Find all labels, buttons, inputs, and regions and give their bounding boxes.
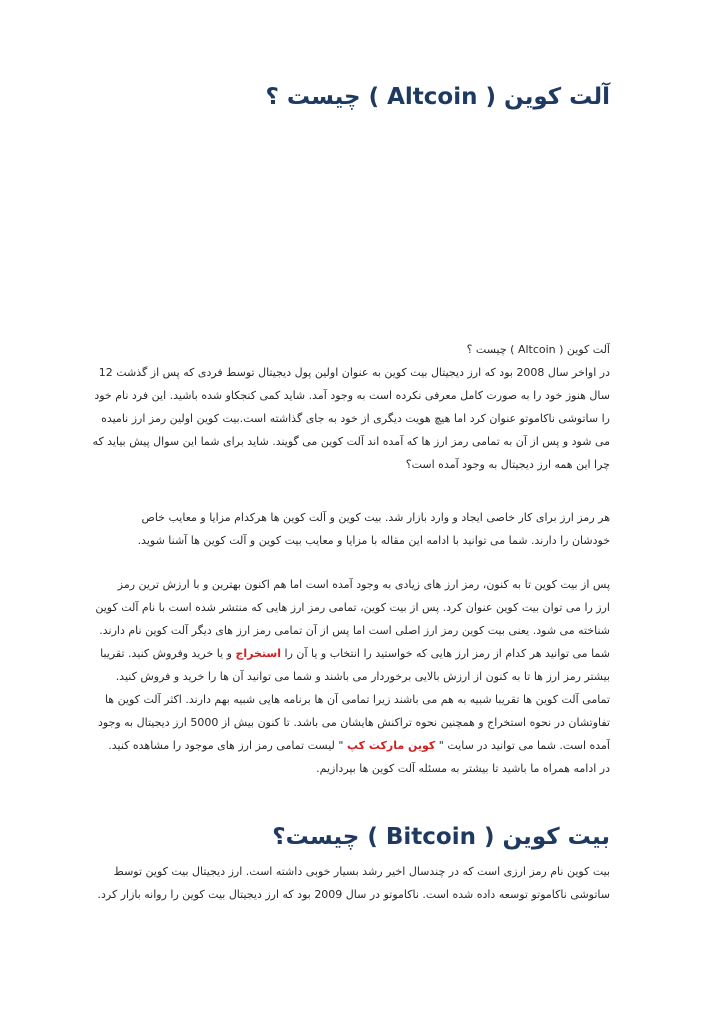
paragraph-line: پس از بیت کوین تا به کنون، رمز ارز های زیادی به وجود آمده است اما هم اکنون بهترین و با ارزش ترین رمز [117,578,610,591]
paragraph-text: شما می توانید هر کدام از رمز ارز هایی که خواستید را انتخاب و یا آن را [281,647,610,660]
paragraph-line: در ادامه همراه ما باشید تا بیشتر به مسئله آلت کوین ها بپردازیم. [316,762,610,775]
altcoin-purpose-paragraph [90,506,610,552]
paragraph-line: را ساتوشی ناکاموتو عنوان کرد اما هیچ هویت دیگری از خود به جای گذاشته است.بیت کوین اولین رمز ارز نامیده [101,412,610,425]
paragraph-line [90,734,610,757]
coinmarketcap-link[interactable]: کوین مارکت کپ [346,739,436,752]
paragraph-text: و یا خرید وفروش کنید. تقریبا [100,647,236,660]
paragraph-line: سال هنوز خود را به صورت کامل معرفی نکرده است به وجود آمد. شاید کمی کنجکاو شده باشید. این فرد نام خود [94,389,610,402]
paragraph-line: تمامی آلت کوین ها تقریبا شبیه به هم می باشند زیرا تمامی آن ها برنامه هایی شبیه بهم دارند. اکثر آلت کوین ها [104,693,610,706]
paragraph-text: آمده است. شما می توانید در سایت " [435,739,610,752]
paragraph-line: بیشتر رمز ارز ها تا به کنون از ارزش بالایی برخوردار می باشند و شما می توانید آن ها را خرید و فروش کنید. [115,670,610,683]
paragraph-line: تفاوتشان در نحوه استخراج و همچنین نحوه تراکنش هایشان می باشد. تا کنون بیش از 5000 ارز دیجیتال به وجود [97,716,610,729]
altcoin-intro-paragraph [90,338,610,476]
paragraph-text: " لیست تمامی رمز ارز های موجود را مشاهده کنید. [108,739,347,752]
mining-link[interactable]: استخراج [235,647,282,660]
paragraph-line: شناخته می شود. یعنی بیت کوین رمز ارز اصلی است اما پس از آن تمامی رمز ارز های دیگر آلت کوین نام دارند. [99,624,610,637]
paragraph-line: ساتوشی ناکاموتو توسعه داده شده است. ناکاموتو در سال 2009 بود که ارز دیجیتال بیت کوین را روانه بازار کرد. [97,888,610,901]
paragraph-line: هر رمز ارز برای کار خاصی ایجاد و وارد بازار شد. بیت کوین و آلت کوین ها هرکدام مزایا و معایب خاص [141,511,610,524]
paragraph-line [90,642,610,665]
bitcoin-intro-paragraph [90,860,610,906]
altcoin-details-paragraph [90,573,610,780]
bitcoin-heading: بیت کوین ( Bitcoin ) چیست؟ [272,824,610,850]
paragraph-line: چرا این همه ارز دیجیتال به وجود آمده است؟ [405,458,610,471]
paragraph-line: می شود و پس از آن به تمامی رمز ارز ها که آمده اند آلت کوین می گویند. شاید برای شما این سوال پیش بیاید که [92,435,610,448]
paragraph-line: خودشان را دارند. شما می توانید با ادامه این مقاله با مزایا و معایب بیت کوین و آلت کوین ها آشنا شوید. [137,534,610,547]
paragraph-line: در اواخر سال 2008 بود که ارز دیجیتال بیت کوین به عنوان اولین پول دیجیتال توسط فردی که پس از گذشت 12 [98,366,610,379]
paragraph-line: آلت کوین ( Altcoin ) چیست ؟ [466,343,610,356]
paragraph-line: ارز را می توان بیت کوین عنوان کرد. پس از بیت کوین، تمامی رمز ارز هایی که منتشر شده است با نام آلت کوین [95,601,610,614]
altcoin-heading: آلت کوین ( Altcoin ) چیست ؟ [265,84,610,110]
paragraph-line: بیت کوین نام رمز ارزی است که در چندسال اخیر رشد بسیار خوبی داشته است. ارز دیجیتال بیت کوین توسط [113,865,610,878]
